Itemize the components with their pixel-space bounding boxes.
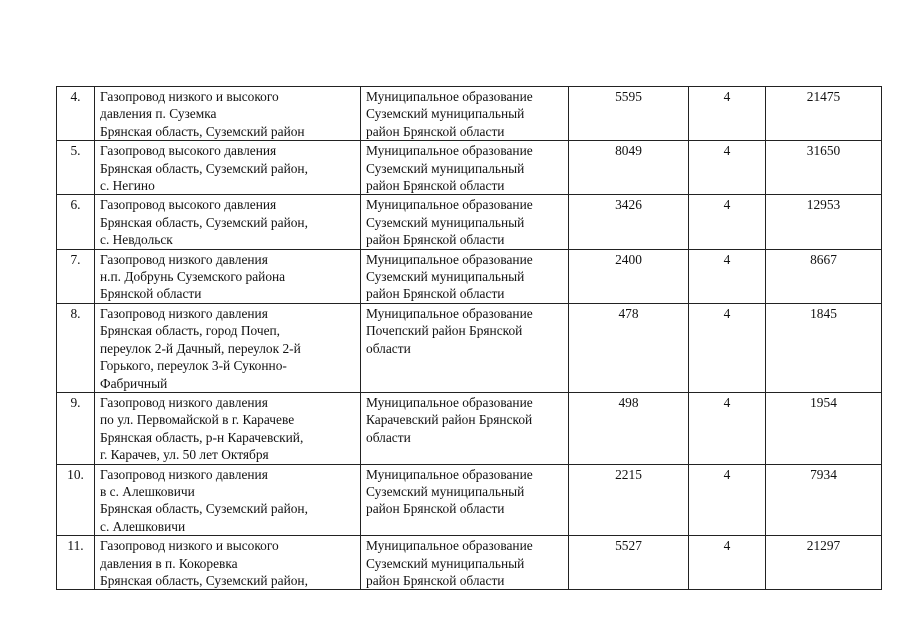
table-row	[57, 87, 882, 141]
owner-line: район Брянской области	[366, 572, 505, 588]
pipeline-name-line: с. Невдольск	[100, 232, 173, 248]
term-cell: 4	[689, 392, 766, 464]
pipeline-name-line: Брянская область, Суземский район,	[100, 160, 308, 176]
pipeline-name-line: Газопровод высокого давления	[100, 197, 277, 213]
cost-cell: 8667	[766, 249, 882, 303]
table-row	[57, 536, 882, 590]
owner-line: Суземский муниципальный	[366, 555, 525, 571]
table-row	[57, 464, 882, 536]
pipeline-name-line: Газопровод низкого давления	[100, 305, 268, 321]
pipeline-name-line: Газопровод низкого и высокого	[100, 538, 279, 554]
owner-cell	[361, 141, 569, 195]
owner-line: Муниципальное образование	[366, 143, 533, 159]
owner-line: Почепский район Брянской	[366, 323, 523, 339]
pipeline-name-line: Газопровод низкого давления	[100, 394, 268, 410]
row-number-cell: 4.	[57, 87, 95, 141]
pipeline-name-line: Брянская область, р-н Карачевский,	[100, 429, 304, 445]
cost-cell: 7934	[766, 464, 882, 536]
owner-cell	[361, 303, 569, 392]
term-cell: 4	[689, 536, 766, 590]
pipeline-name-line: Газопровод низкого и высокого	[100, 89, 279, 104]
owner-cell	[361, 195, 569, 249]
owner-cell	[361, 249, 569, 303]
pipeline-name-cell	[95, 303, 361, 392]
table-row	[57, 392, 882, 464]
table-body	[57, 87, 882, 590]
pipeline-name-line: переулок 2-й Дачный, переулок 2-й	[100, 340, 301, 356]
cost-cell: 31650	[766, 141, 882, 195]
pipeline-name-line: Газопровод высокого давления	[100, 143, 277, 159]
term-cell: 4	[689, 303, 766, 392]
pipeline-name-line: Газопровод низкого давления	[100, 466, 268, 482]
cost-cell: 21297	[766, 536, 882, 590]
owner-line: Муниципальное образование	[366, 466, 533, 482]
row-number-cell: 6.	[57, 195, 95, 249]
pipeline-name-line: с. Алешковичи	[100, 518, 186, 534]
length-cell: 2215	[569, 464, 689, 536]
pipeline-name-line: давления п. Суземка	[100, 106, 217, 122]
owner-line: район Брянской области	[366, 232, 505, 248]
row-number-cell: 11.	[57, 536, 95, 590]
owner-line: Суземский муниципальный	[366, 483, 525, 499]
pipeline-name-line: Брянской области	[100, 286, 202, 302]
pipeline-name-line: с. Негино	[100, 178, 155, 194]
owner-line: Карачевский район Брянской	[366, 412, 533, 428]
pipeline-name-cell	[95, 87, 361, 141]
pipeline-name-line: Горького, переулок 3-й Суконно-	[100, 358, 287, 374]
pipeline-name-cell	[95, 249, 361, 303]
pipeline-name-cell	[95, 195, 361, 249]
pipeline-name-cell	[95, 141, 361, 195]
row-number-cell: 8.	[57, 303, 95, 392]
owner-line: Суземский муниципальный	[366, 160, 525, 176]
owner-line: район Брянской области	[366, 286, 505, 302]
owner-line: район Брянской области	[366, 178, 505, 194]
pipeline-name-line: Фабричный	[100, 375, 168, 391]
cost-cell: 1954	[766, 392, 882, 464]
pipeline-name-line: г. Карачев, ул. 50 лет Октября	[100, 447, 269, 463]
owner-line: Суземский муниципальный	[366, 106, 525, 122]
length-cell: 5527	[569, 536, 689, 590]
term-cell: 4	[689, 87, 766, 141]
term-cell: 4	[689, 249, 766, 303]
pipeline-name-line: Газопровод низкого давления	[100, 251, 268, 267]
pipeline-name-line: Брянская область, Суземский район,	[100, 214, 308, 230]
gas-pipeline-table	[56, 86, 882, 590]
cost-cell: 12953	[766, 195, 882, 249]
row-number-cell: 9.	[57, 392, 95, 464]
length-cell: 8049	[569, 141, 689, 195]
table-row	[57, 303, 882, 392]
owner-line: Суземский муниципальный	[366, 269, 525, 285]
length-cell: 3426	[569, 195, 689, 249]
length-cell: 2400	[569, 249, 689, 303]
owner-cell	[361, 464, 569, 536]
cost-cell: 21475	[766, 87, 882, 141]
pipeline-name-line: н.п. Добрунь Суземского района	[100, 269, 286, 285]
pipeline-name-cell	[95, 392, 361, 464]
row-number-cell: 5.	[57, 141, 95, 195]
pipeline-name-line: Брянская область, Суземский район	[100, 123, 305, 139]
owner-cell	[361, 392, 569, 464]
owner-line: Муниципальное образование	[366, 197, 533, 213]
owner-line: Муниципальное образование	[366, 251, 533, 267]
row-number-cell: 7.	[57, 249, 95, 303]
cost-cell: 1845	[766, 303, 882, 392]
owner-line: Суземский муниципальный	[366, 214, 525, 230]
owner-line: Муниципальное образование	[366, 305, 533, 321]
pipeline-name-cell	[95, 464, 361, 536]
pipeline-name-cell	[95, 536, 361, 590]
owner-cell	[361, 87, 569, 141]
pipeline-name-line: давления в п. Кокоревка	[100, 555, 238, 571]
length-cell: 5595	[569, 87, 689, 141]
table-row	[57, 249, 882, 303]
pipeline-name-line: в с. Алешковичи	[100, 483, 195, 499]
owner-line: район Брянской области	[366, 501, 505, 517]
table-row	[57, 195, 882, 249]
row-number-cell: 10.	[57, 464, 95, 536]
pipeline-name-line: Брянская область, город Почеп,	[100, 323, 281, 339]
owner-line: области	[366, 340, 411, 356]
pipeline-name-line: по ул. Первомайской в г. Карачеве	[100, 412, 295, 428]
length-cell: 498	[569, 392, 689, 464]
length-cell: 478	[569, 303, 689, 392]
table-row	[57, 141, 882, 195]
term-cell: 4	[689, 195, 766, 249]
owner-line: Муниципальное образование	[366, 89, 533, 104]
owner-line: район Брянской области	[366, 123, 505, 139]
term-cell: 4	[689, 464, 766, 536]
pipeline-name-line: Брянская область, Суземский район,	[100, 572, 308, 588]
owner-line: области	[366, 429, 411, 445]
owner-cell	[361, 536, 569, 590]
owner-line: Муниципальное образование	[366, 538, 533, 554]
owner-line: Муниципальное образование	[366, 394, 533, 410]
pipeline-name-line: Брянская область, Суземский район,	[100, 501, 308, 517]
term-cell: 4	[689, 141, 766, 195]
